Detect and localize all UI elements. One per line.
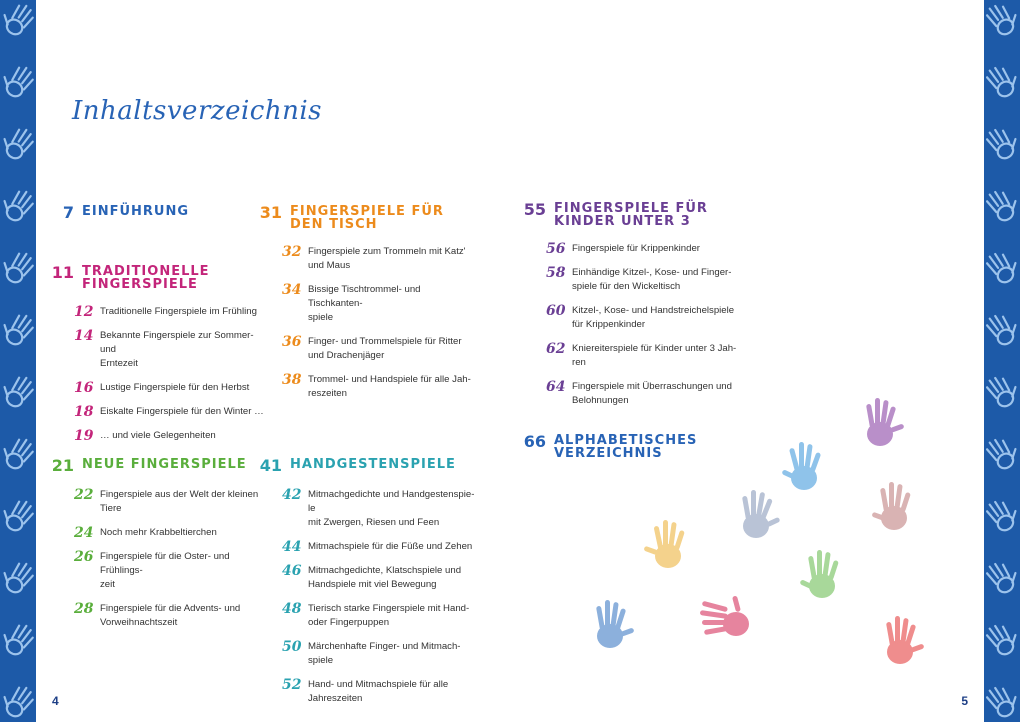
entry-page-number: 22 [74,487,94,503]
toc-entry [74,381,268,395]
entry-page-number: 38 [282,372,302,388]
entry-title: Kitzel-, Kose- und Handstreichelspiele für Krippenkinder [572,305,735,330]
entry-page-number: 44 [282,539,302,555]
section-number: 66 [523,432,546,451]
entry-title: Noch mehr Krabbeltierchen [100,527,217,538]
left-border-handprints [0,0,36,722]
entry-page-number: 36 [282,334,302,350]
entry-list [546,242,736,408]
toc-entry [74,305,268,319]
section-number: 41 [259,456,282,475]
toc-entry [546,304,736,332]
entry-title: Tierisch starke Fingerspiele mit Hand- oder Fingerpuppen [308,603,470,628]
entry-title: Fingerspiele zum Trommeln mit Katz' und Maus [308,246,466,271]
toc-entry [282,245,476,273]
entry-page-number: 46 [282,563,302,579]
section-title: EINFÜHRUNG [82,204,190,219]
entry-page-number: 24 [74,525,94,541]
toc-entry [546,380,736,408]
handprint-purple-icon [858,396,908,452]
page-title: Inhaltsverzeichnis [72,96,322,126]
entry-page-number: 14 [74,328,94,344]
section-neue [48,458,268,630]
toc-entry [546,266,736,294]
toc-entry [546,242,736,256]
entry-page-number: 26 [74,549,94,565]
handprint-blue-icon [588,598,638,654]
entry-list [74,488,268,630]
toc-entry [74,602,268,630]
entry-title: Fingerspiele für die Advents- und Vorweihnachtszeit [100,603,241,628]
entry-title: Fingerspiele für die Oster- und Frühlings- zeit [100,551,230,590]
section-handgesten [256,458,474,706]
entry-page-number: 19 [74,428,94,444]
entry-title: Fingerspiele für Krippenkinder [572,243,700,254]
entry-title: Lustige Fingerspiele für den Herbst [100,382,250,393]
entry-title: … und viele Gelegenheiten [100,430,216,441]
entry-title: Bissige Tischtrommel- und Tischkanten- spiele [308,284,421,323]
toc-entry [282,564,474,592]
toc-entry [74,526,268,540]
entry-list [282,245,476,401]
toc-entry [282,540,474,554]
entry-page-number: 12 [74,304,94,320]
section-unter3 [520,202,736,408]
entry-page-number: 48 [282,601,302,617]
toc-entry [74,429,268,443]
section-traditionelle [48,265,268,443]
entry-title: Märchenhafte Finger- und Mitmach- spiele [308,641,461,666]
toc-entry [282,602,474,630]
entry-title: Einhändige Kitzel-, Kose- und Finger- spiele für den Wickeltisch [572,267,732,292]
toc-entry [546,342,736,370]
section-title: HANDGESTENSPIELE [290,457,456,472]
handprint-grey-icon [734,488,784,544]
entry-title: Mitmachgedichte, Klatschspiele und Handspiele mit viel Bewegung [308,565,462,590]
handprint-green-icon [798,548,848,604]
section-einfuehrung [48,205,189,221]
toc-entry [282,678,474,706]
handprint-pink-icon [700,596,756,646]
entry-title: Hand- und Mitmachspiele für alle Jahreszeiten [308,679,449,704]
entry-page-number: 52 [282,677,302,693]
entry-page-number: 56 [546,241,566,257]
section-title: NEUE FINGERSPIELE [82,457,247,472]
entry-title: Kniereiterspiele für Kinder unter 3 Jah- ren [572,343,737,368]
toc-entry [74,550,268,592]
entry-title: Mitmachgedichte und Handgestenspie- le mit Zwergen, Riesen und Feen [308,489,475,528]
entry-page-number: 32 [282,244,302,260]
entry-title: Traditionelle Fingerspiele im Frühling [100,306,257,317]
section-number: 31 [259,203,282,222]
section-title: ALPHABETISCHES VERZEICHNIS [554,433,698,461]
entry-title: Finger- und Trommelspiele für Ritter und Drachenjäger [308,336,462,361]
entry-title: Fingerspiele aus der Welt der kleinen Tiere [100,489,259,514]
page-number-right: 5 [961,694,968,708]
entry-title: Trommel- und Handspiele für alle Jah- reszeiten [308,374,471,399]
entry-page-number: 62 [546,341,566,357]
section-number: 21 [51,456,74,475]
right-border-handprints [984,0,1020,722]
toc-entry [74,329,268,371]
entry-page-number: 64 [546,379,566,395]
section-tisch [256,205,476,401]
toc-entry [282,488,474,530]
toc-entry [282,335,476,363]
entry-page-number: 50 [282,639,302,655]
toc-entry [282,640,474,668]
entry-page-number: 18 [74,404,94,420]
entry-page-number: 16 [74,380,94,396]
toc-entry [74,405,268,419]
handprint-mauve-icon [870,480,920,536]
entry-title: Mitmachspiele für die Füße und Zehen [308,541,473,552]
entry-list [282,488,474,706]
toc-entry [74,488,268,516]
entry-title: Bekannte Fingerspiele zur Sommer- und Erntezeit [100,330,254,369]
section-title: FINGERSPIELE FÜR KINDER UNTER 3 [554,201,708,229]
handprint-yellow-icon [642,518,692,574]
section-number: 7 [62,203,74,222]
section-title: FINGERSPIELE FÜR DEN TISCH [290,204,444,232]
section-title: TRADITIONELLE FINGERSPIELE [82,264,210,292]
entry-title: Fingerspiele mit Überraschungen und Belohnungen [572,381,732,406]
section-alphabetisch [520,432,698,461]
entry-page-number: 28 [74,601,94,617]
toc-entry [282,373,476,401]
toc-entry [282,283,476,325]
section-number: 11 [51,263,74,282]
entry-page-number: 42 [282,487,302,503]
entry-page-number: 34 [282,282,302,298]
handprint-lightblue-icon [780,440,830,496]
entry-list [74,305,268,443]
entry-title: Eiskalte Fingerspiele für den Winter … [100,406,264,417]
handprint-coral-icon [878,614,928,670]
entry-page-number: 60 [546,303,566,319]
entry-page-number: 58 [546,265,566,281]
section-number: 55 [523,200,546,219]
page-number-left: 4 [52,694,59,708]
